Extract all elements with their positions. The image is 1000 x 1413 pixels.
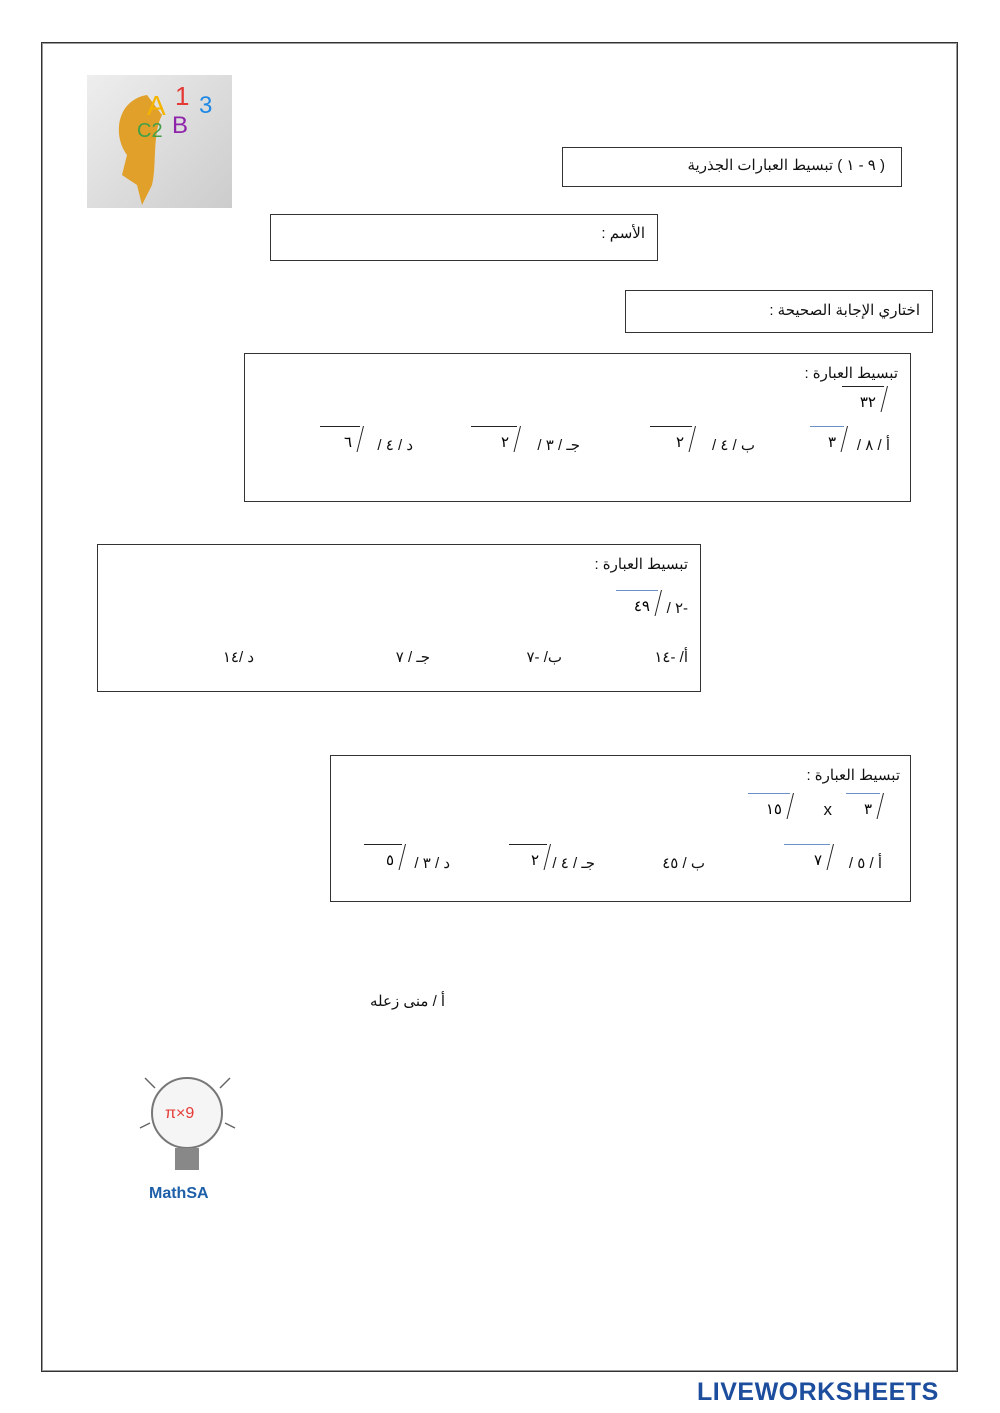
liveworksheets-logo[interactable]: LIVEWORKSHEETS xyxy=(697,1378,939,1406)
svg-text:3: 3 xyxy=(199,92,213,119)
option-d[interactable]: د /١٤ xyxy=(222,649,254,666)
radical: ٢ xyxy=(650,426,700,451)
name-label: الأسم : xyxy=(601,225,645,242)
math-head-logo-image xyxy=(87,75,232,208)
radical: ٢ xyxy=(509,844,555,869)
instruction-text: اختاري الإجابة الصحيحة : xyxy=(769,302,920,319)
mathsa-text: MathSA xyxy=(149,1185,209,1202)
radical-b: ١٥ xyxy=(748,793,798,818)
radical: ٣ xyxy=(810,426,852,451)
name-field[interactable] xyxy=(270,214,658,261)
radical: ٦ xyxy=(320,426,368,451)
question-3: تبسيط العبارة : ٣ x ١٥ أ / ٥ / ٧ ب / ٤٥ جـ / ٤ / ٢ د / ٣ / ٥ xyxy=(330,755,911,902)
question-1: تبسيط العبارة : ٣٢ أ / ٨ / ٣ ب / ٤ / ٢ جـ / ٣ / ٢ د / ٤ / ٦ xyxy=(244,353,911,502)
svg-text:π×9: π×9 xyxy=(165,1105,195,1122)
lesson-title-box xyxy=(562,147,902,187)
lesson-title: ( ٩ - ١ ) تبسيط العبارات الجذرية xyxy=(687,157,885,174)
radical-a: ٣ xyxy=(846,793,888,818)
instruction-box xyxy=(625,290,933,333)
question-prompt: تبسيط العبارة : xyxy=(806,767,900,784)
option-b[interactable]: ب / ٤٥ xyxy=(662,855,705,872)
radical: ٢ xyxy=(471,426,525,451)
svg-text:A: A xyxy=(147,90,166,121)
question-prompt: تبسيط العبارة : xyxy=(594,556,688,573)
question-expression: ٤٩ xyxy=(616,590,666,615)
question-prompt: تبسيط العبارة : xyxy=(804,365,898,382)
teacher-signature: أ / منى زعله xyxy=(370,993,446,1010)
radical: ٧ xyxy=(784,844,838,869)
times-sign: x xyxy=(823,800,832,819)
svg-text:C2: C2 xyxy=(137,120,163,142)
option-c[interactable]: جـ / ٧ xyxy=(395,649,430,666)
option-b[interactable]: ب/ -٧ xyxy=(526,649,562,666)
svg-text:B: B xyxy=(172,112,189,139)
radical: ٥ xyxy=(364,844,410,869)
expression-prefix: -٢ / xyxy=(666,600,688,617)
option-a[interactable]: أ/ -١٤ xyxy=(654,649,688,666)
question-expression: ٣٢ xyxy=(842,386,892,411)
question-2 xyxy=(97,544,701,692)
mathsa-lightbulb-logo xyxy=(135,1068,270,1208)
svg-text:1: 1 xyxy=(175,81,190,111)
